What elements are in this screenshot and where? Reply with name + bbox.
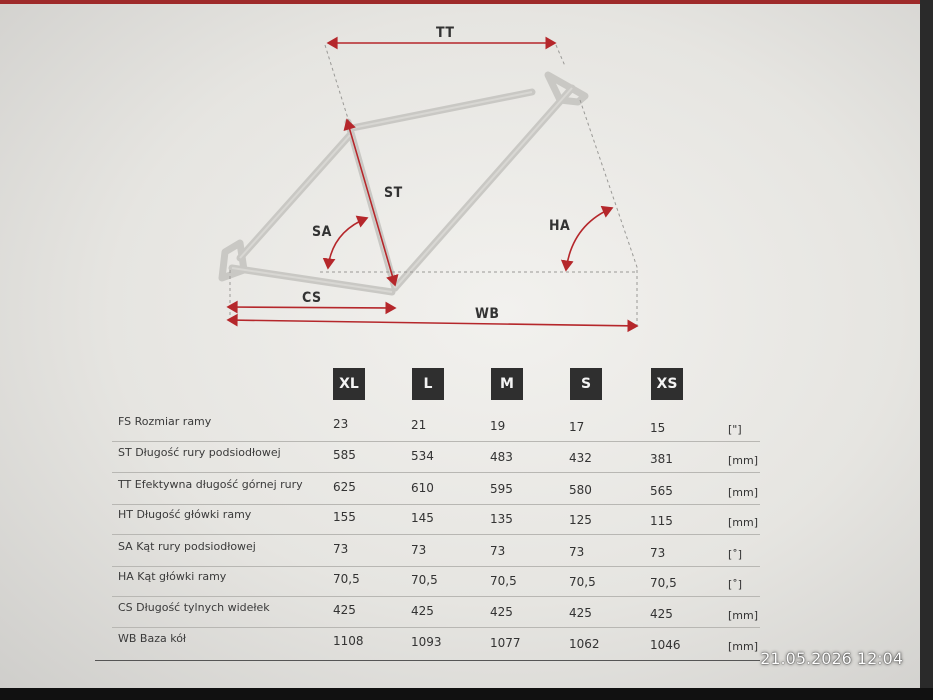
ha-label: HA [549,218,571,234]
row-unit: [mm] [728,640,759,653]
row-value: 483 [490,450,513,464]
row-divider [112,627,760,628]
row-unit: [mm] [728,516,759,529]
row-value: 1046 [650,638,681,652]
row-unit: [mm] [728,454,759,467]
row-value: 19 [490,419,506,433]
row-value: 155 [333,510,356,524]
row-divider [112,596,760,597]
size-badge-l: L [412,368,444,400]
row-unit: [˚] [728,578,743,591]
row-value: 73 [650,546,666,560]
row-value: 534 [411,449,434,463]
row-label: ST Długość rury podsiodłowej [118,446,281,459]
row-divider [112,504,760,505]
row-label: WB Baza kół [118,632,187,645]
monitor-bezel-bottom [0,688,933,700]
table-bottom-line [95,660,760,661]
bike-frame-outline [222,75,585,292]
size-badge-m: M [491,368,523,400]
row-label: HA Kąt główki ramy [118,570,227,583]
row-value: 1093 [411,635,442,649]
frame-geometry-diagram [0,0,920,340]
row-label: FS Rozmiar ramy [118,415,212,428]
row-value: 135 [490,512,513,526]
row-value: 585 [333,448,356,462]
row-unit: [mm] [728,486,759,499]
row-value: 70,5 [333,572,360,586]
st-dimension-line [347,120,395,285]
row-label: CS Długość tylnych widełek [118,601,270,614]
row-value: 115 [650,514,673,528]
wb-label: WB [475,306,500,322]
row-value: 21 [411,418,427,432]
row-value: 70,5 [490,574,517,588]
row-value: 381 [650,452,673,466]
size-badge-xl: XL [333,368,365,400]
photo-timestamp: 21.05.2026 12:04 [760,649,903,668]
row-divider [112,441,760,442]
row-value: 125 [569,513,592,527]
row-value: 625 [333,480,356,494]
row-value: 595 [490,482,513,496]
tt-label: TT [436,25,455,41]
row-divider [112,472,760,473]
row-unit: ["] [728,423,742,436]
wb-dimension-line [228,320,637,326]
row-value: 15 [650,421,666,435]
row-value: 425 [333,603,356,617]
row-value: 432 [569,451,592,465]
row-value: 425 [569,606,592,620]
row-value: 73 [333,542,349,556]
row-value: 145 [411,511,434,525]
row-unit: [˚] [728,548,743,561]
sa-label: SA [312,224,332,240]
row-value: 565 [650,484,673,498]
row-value: 73 [411,543,427,557]
row-value: 73 [490,544,506,558]
cs-label: CS [302,290,322,306]
row-label: HT Długość główki ramy [118,508,252,521]
ha-angle-arc [566,208,612,270]
row-value: 1108 [333,634,364,648]
row-value: 17 [569,420,585,434]
row-label: SA Kąt rury podsiodłowej [118,540,256,553]
row-divider [112,534,760,535]
row-value: 70,5 [411,573,438,587]
row-value: 73 [569,545,585,559]
row-value: 23 [333,417,349,431]
row-value: 70,5 [569,575,596,589]
row-value: 70,5 [650,576,677,590]
row-value: 1062 [569,637,600,651]
size-badge-s: S [570,368,602,400]
row-value: 1077 [490,636,521,650]
row-divider [112,566,760,567]
st-label: ST [384,185,403,201]
size-badge-xs: XS [651,368,683,400]
row-value: 580 [569,483,592,497]
row-value: 425 [650,607,673,621]
cs-dimension-line [228,307,395,308]
sa-angle-arc [328,218,367,268]
row-unit: [mm] [728,609,759,622]
row-value: 425 [490,605,513,619]
row-value: 425 [411,604,434,618]
row-value: 610 [411,481,434,495]
row-label: TT Efektywna długość górnej rury [118,478,303,491]
monitor-bezel-right [920,0,933,700]
